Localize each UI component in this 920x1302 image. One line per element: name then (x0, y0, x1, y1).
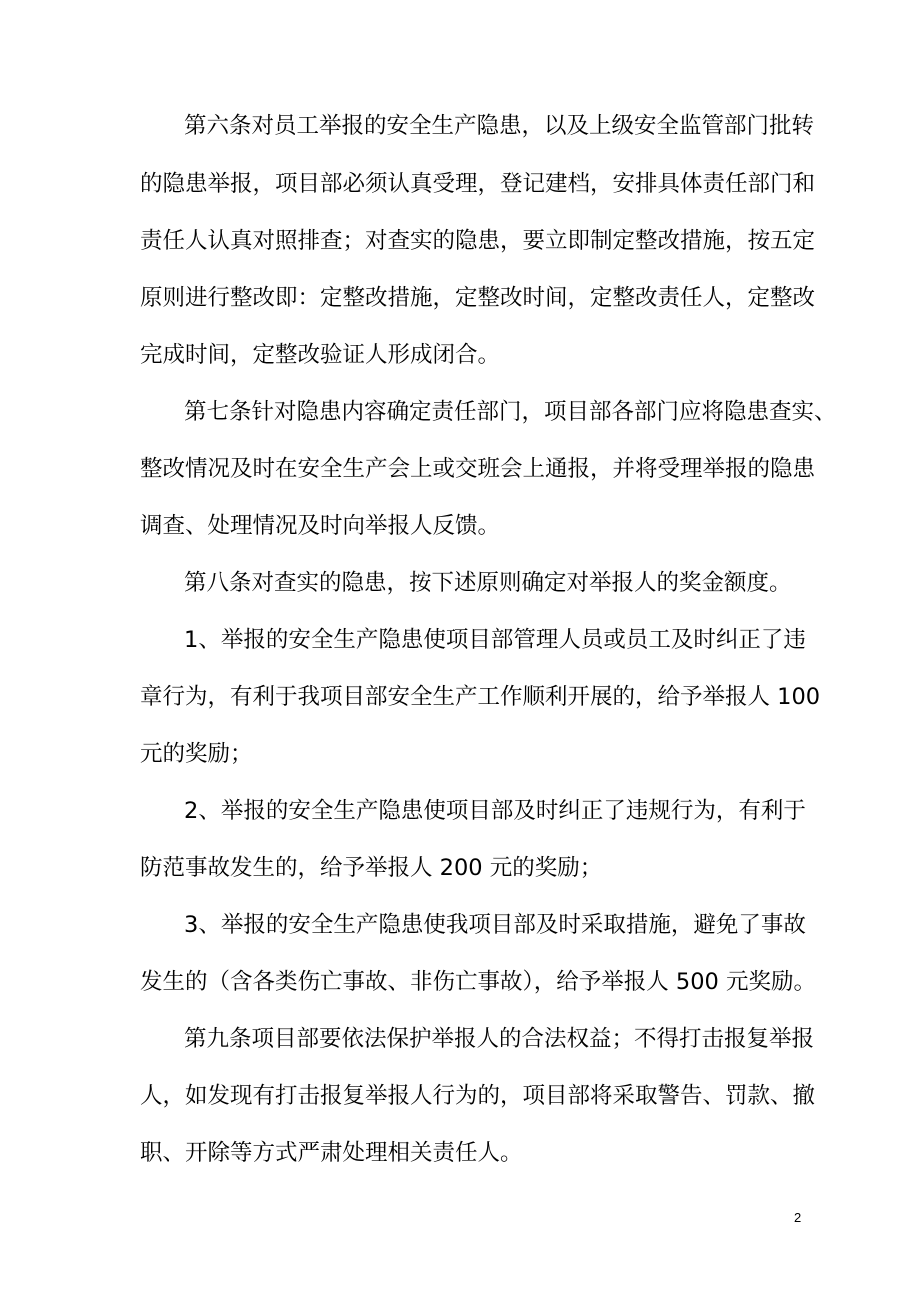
text-line: 1、举报的安全生产隐患使项目部管理人员或员工及时纠正了违 (184, 627, 806, 653)
text-line: 人，如发现有打击报复举报人行为的，项目部将采取警告、罚款、撤 (140, 1083, 816, 1109)
text-line: 职、开除等方式严肃处理相关责任人。 (140, 1140, 523, 1166)
text-line: 章行为，有利于我项目部安全生产工作顺利开展的，给予举报人 100 (140, 684, 821, 710)
text-line: 调查、处理情况及时向举报人反馈。 (140, 513, 501, 539)
text-line: 第八条对查实的隐患，按下述原则确定对举报人的奖金额度。 (184, 570, 792, 596)
text-line: 的隐患举报，项目部必须认真受理，登记建档，安排具体责任部门和 (140, 171, 816, 197)
text-line: 元的奖励； (140, 741, 253, 767)
text-line: 2、举报的安全生产隐患使项目部及时纠正了违规行为，有利于 (184, 798, 806, 824)
text-line: 责任人认真对照排查；对查实的隐患，要立即制定整改措施，按五定 (140, 228, 816, 254)
text-line: 第九条项目部要依法保护举报人的合法权益；不得打击报复举报 (184, 1026, 815, 1052)
text-line: 第六条对员工举报的安全生产隐患，以及上级安全监管部门批转 (184, 113, 815, 139)
text-line: 3、举报的安全生产隐患使我项目部及时采取措施，避免了事故 (184, 912, 806, 938)
text-line: 防范事故发生的，给予举报人 200 元的奖励； (140, 855, 603, 881)
text-line: 完成时间，定整改验证人形成闭合。 (140, 342, 501, 368)
page-number: 2 (794, 1210, 802, 1225)
text-line: 发生的（含各类伤亡事故、非伤亡事故），给予举报人 500 元奖励。 (140, 969, 817, 995)
text-line: 原则进行整改即：定整改措施，定整改时间，定整改责任人，定整改 (140, 285, 816, 311)
text-line: 整改情况及时在安全生产会上或交班会上通报，并将受理举报的隐患 (140, 456, 816, 482)
text-line: 第七条针对隐患内容确定责任部门，项目部各部门应将隐患查实、 (184, 399, 837, 425)
